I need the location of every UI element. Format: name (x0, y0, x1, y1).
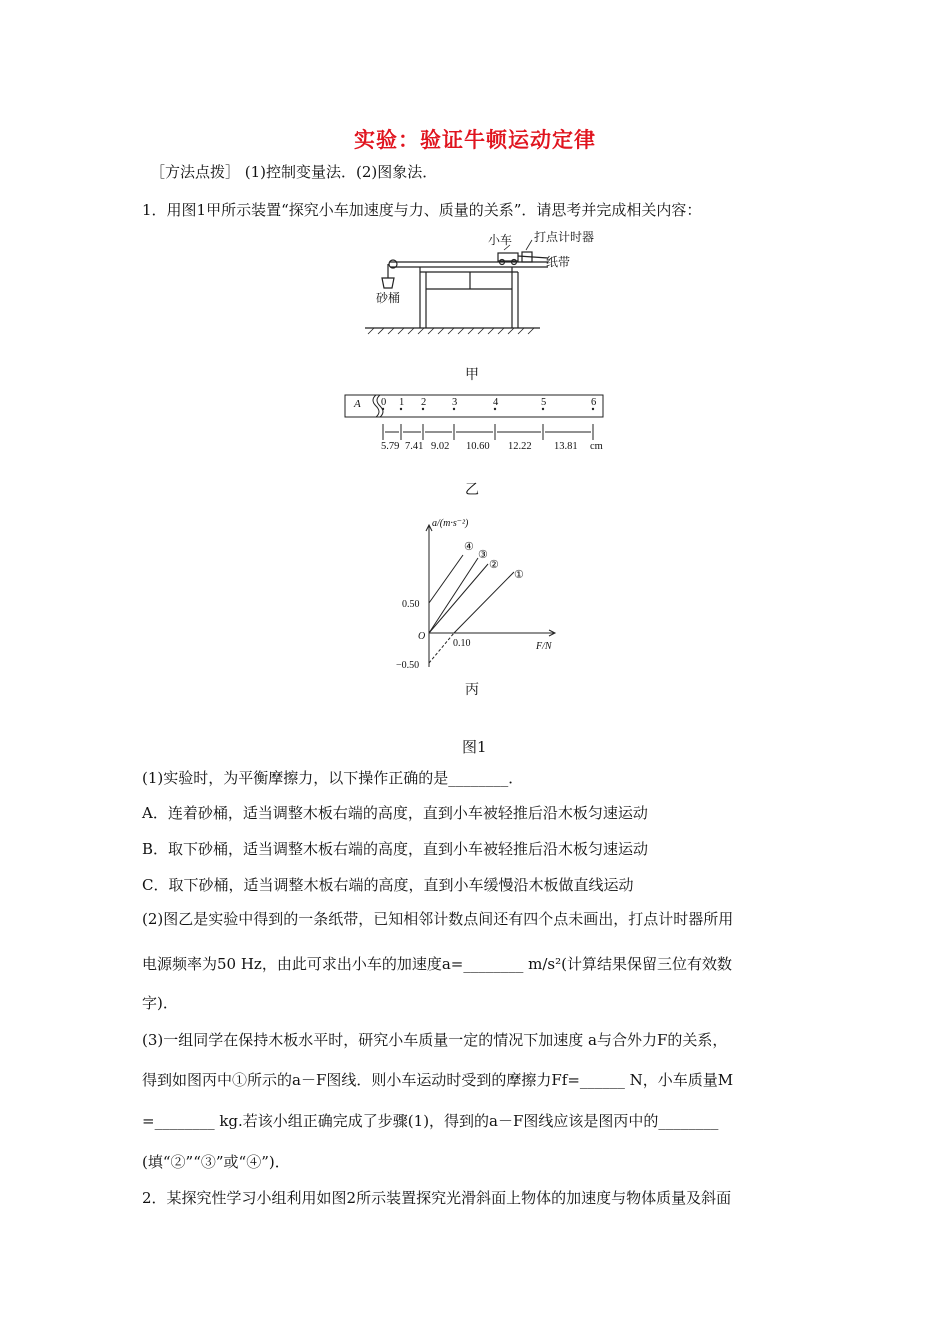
tape-point-1: 1 (399, 397, 405, 408)
tape-distance-1: 5.79 (381, 441, 400, 452)
label-bucket: 砂桶 (376, 291, 401, 305)
question-1-part-3-line-3: =________ kg.若该小组正确完成了步骤(1)，得到的a－F图线应该是图丙中的________ (142, 1112, 719, 1130)
tape-point-0: 0 (381, 397, 387, 408)
line-4 (429, 555, 463, 603)
question-1-part-2-line-2: 电源频率为50 Hz，由此可求出小车的加速度a=________ m/s²(计算结果保留三位有效数 (142, 955, 732, 973)
line-2 (429, 564, 488, 633)
tape-point-a: A (354, 398, 361, 410)
option-a: A．连着砂桶，适当调整木板右端的高度，直到小车被轻推后沿木板匀速运动 (142, 804, 648, 822)
tape-distance-6: 13.81 (554, 441, 578, 452)
tape-distance-2: 7.41 (405, 441, 424, 452)
option-b: B．取下砂桶，适当调整木板右端的高度，直到小车被轻推后沿木板匀速运动 (142, 840, 649, 858)
tape-point-6: 6 (591, 397, 597, 408)
tape-point-4: 4 (493, 397, 499, 408)
tape-point-2: 2 (421, 397, 427, 408)
apparatus-figure (360, 228, 600, 343)
caption-bing: 丙 (465, 682, 479, 698)
question-1-part-1: (1)实验时，为平衡摩擦力，以下操作正确的是________． (142, 769, 524, 787)
label-timer: 打点计时器 (534, 230, 595, 244)
line-label-1: ① (514, 569, 524, 581)
caption-jia: 甲 (465, 367, 479, 383)
tape-distance-3: 9.02 (431, 441, 450, 452)
question-1-part-3-line-1: (3)一组同学在保持木板水平时，研究小车质量一定的情况下加速度 a与合外力F的关系， (142, 1031, 728, 1049)
y-axis-label: a/(m·s⁻²) (432, 518, 469, 529)
question-1-part-2-line-1: (2)图乙是实验中得到的一条纸带，已知相邻计数点间还有四个点未画出，打点计时器所用 (142, 910, 734, 928)
paper-tape-figure (340, 390, 610, 452)
sand-bucket (382, 278, 394, 288)
line-label-4: ④ (464, 541, 474, 553)
question-2-stem: 2．某探究性学习小组利用如图2所示装置探究光滑斜面上物体的加速度与物体质量及斜面 (142, 1189, 732, 1207)
caption-yi: 乙 (465, 482, 479, 498)
page-title: 实验：验证牛顿运动定律 (354, 128, 596, 152)
line-1-extension (429, 633, 454, 663)
tape-distance-4: 10.60 (466, 441, 490, 452)
question-1-part-2-line-3: 字)． (142, 994, 178, 1012)
question-1-stem: 1．用图1甲所示装置“探究小车加速度与力、质量的关系”．请思考并完成相关内容： (142, 201, 702, 219)
a-f-graph (390, 515, 570, 675)
tape-unit: cm (590, 441, 603, 452)
x-tick: 0.10 (453, 638, 471, 649)
tape-point-5: 5 (541, 397, 547, 408)
x-axis-label: F/N (536, 641, 552, 652)
y-tick-negative: −0.50 (396, 660, 420, 671)
label-tape: 纸带 (546, 255, 571, 269)
tape-point-3: 3 (452, 397, 458, 408)
question-1-part-3-line-4: (填“②”“③”或“④”)． (142, 1153, 290, 1171)
y-tick-positive: 0.50 (402, 599, 420, 610)
line-label-2: ② (489, 559, 499, 571)
option-c: C．取下砂桶，适当调整木板右端的高度，直到小车缓慢沿木板做直线运动 (142, 876, 634, 894)
tape-distance-5: 12.22 (508, 441, 532, 452)
line-label-3: ③ (478, 549, 488, 561)
origin-label: O (418, 631, 426, 642)
label-car: 小车 (488, 233, 513, 247)
method-tip: ［方法点拨］ (1)控制变量法．(2)图象法． (150, 163, 438, 181)
question-1-part-3-line-2: 得到如图丙中①所示的a－F图线．则小车运动时受到的摩擦力Ff=______ N，小车质量M (142, 1071, 734, 1089)
figure-caption: 图1 (462, 738, 487, 756)
